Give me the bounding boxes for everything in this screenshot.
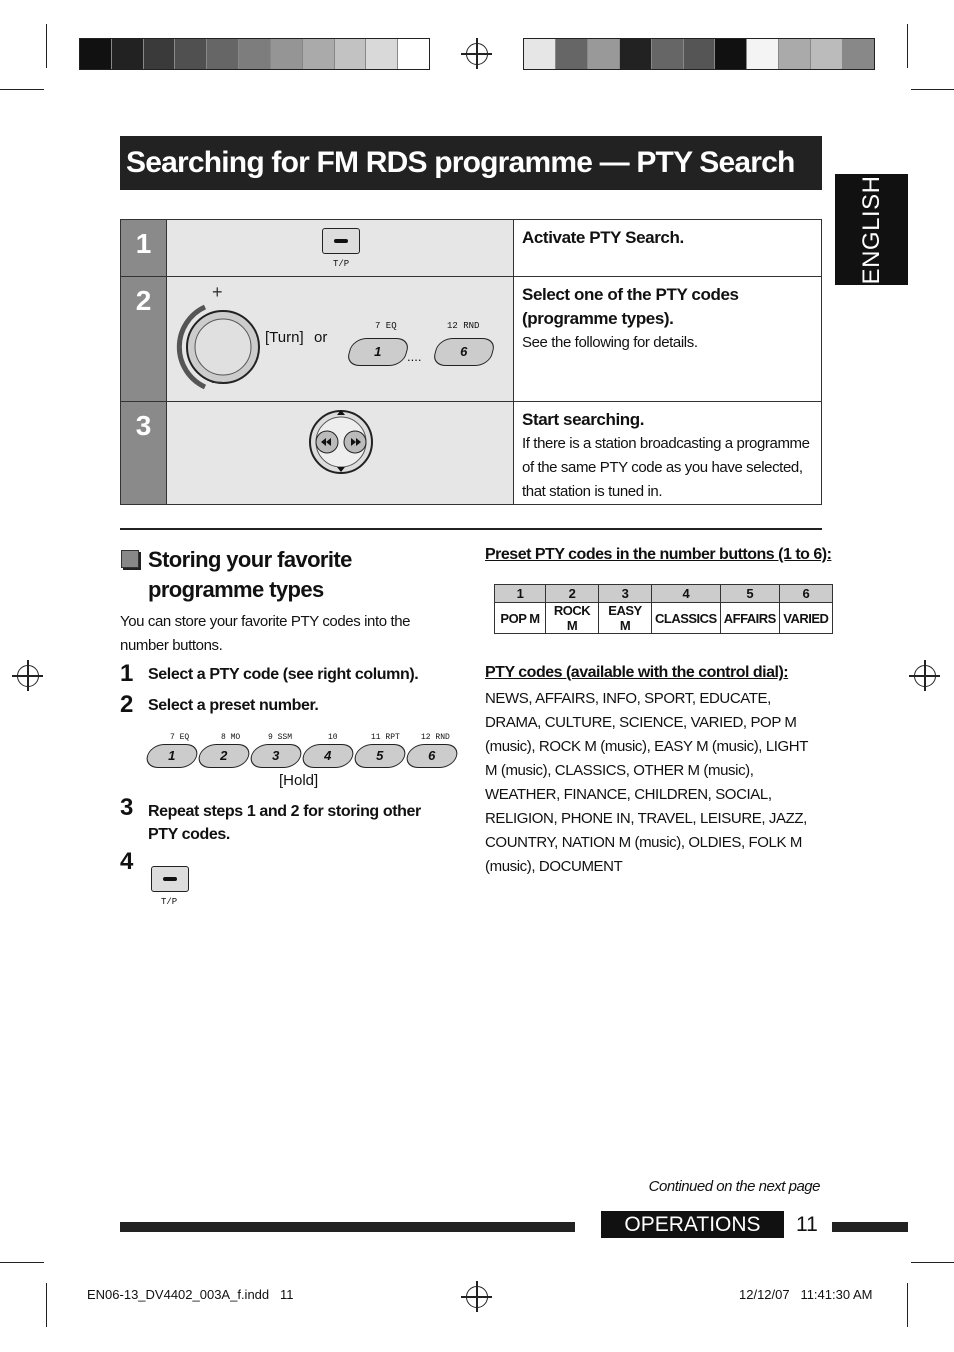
crop-mark xyxy=(0,89,44,90)
step-row-3 xyxy=(121,402,821,504)
footer-bar xyxy=(120,1222,575,1232)
storing-step-number: 2 xyxy=(120,691,134,718)
hold-label: [Hold] xyxy=(279,772,319,789)
registration-mark-icon xyxy=(466,43,488,65)
section-divider xyxy=(120,528,822,530)
table-cell: CLASSICS xyxy=(652,603,721,634)
language-tab-label: ENGLISH xyxy=(857,175,885,284)
step-text xyxy=(522,226,822,250)
number-button-6: 6 xyxy=(431,338,497,366)
storing-heading: Storing your favorite programme types xyxy=(148,547,352,602)
step-number: 1 xyxy=(121,220,166,276)
storing-step-text: Select a PTY code (see right column). xyxy=(148,666,419,683)
page-number: 11 xyxy=(796,1213,818,1236)
preset-heading: Preset PTY codes in the number buttons (1 to 6): xyxy=(485,546,832,563)
step-figure xyxy=(166,402,514,504)
step-figure xyxy=(166,277,514,401)
button-top-label: 10 xyxy=(328,733,338,742)
storing-step-text: Select a preset number. xyxy=(148,697,319,714)
table-cell: 3 xyxy=(599,585,652,603)
footer-bar xyxy=(832,1222,908,1232)
preset-number-row xyxy=(495,585,833,603)
table-cell: 4 xyxy=(652,585,721,603)
turn-label: [Turn] xyxy=(265,329,304,346)
crop-mark xyxy=(0,1262,44,1263)
pty-codes-heading: PTY codes (available with the control dial): xyxy=(485,664,789,681)
file-info: EN06-13_DV4402_003A_f.indd 11 xyxy=(87,1287,294,1302)
preset-button-2: 2 xyxy=(196,744,252,768)
table-cell: 6 xyxy=(779,585,832,603)
pty-codes-list: NEWS, AFFAIRS, INFO, SPORT, EDUCATE, DRAMA, CULTURE, SCIENCE, VARIED, POP M (music), ROCK M (music), EASY M (music), LIGHT M (music), CLASSICS, OTHER M (music), WEATHER, FINANCE, CHILDREN, SOCIAL, RELIGION, PHONE IN, TRAVEL, LEISURE, JAZZ, COUNTRY, NATION M (music), OLDIES, FOLK M (music), DOCUMENT xyxy=(485,690,808,875)
table-cell: ROCK M xyxy=(546,603,599,634)
step-figure xyxy=(166,220,514,276)
number-button-1: 1 xyxy=(345,338,411,366)
table-cell: 2 xyxy=(546,585,599,603)
step-heading: Start searching. xyxy=(522,410,645,429)
color-bar-left xyxy=(79,38,430,70)
continued-note: Continued on the next page xyxy=(648,1178,820,1195)
button-top-label: 12 RND xyxy=(447,321,480,331)
dial-plus: + xyxy=(212,282,223,302)
crop-mark xyxy=(907,24,908,68)
step-text xyxy=(522,408,822,504)
table-cell: 5 xyxy=(720,585,779,603)
step-body: See the following for details. xyxy=(522,334,698,351)
button-top-label: 9 SSM xyxy=(268,733,293,742)
tp-button-icon xyxy=(151,866,189,892)
steps-table xyxy=(120,219,822,505)
button-top-label: 7 EQ xyxy=(170,733,190,742)
crop-mark xyxy=(46,1283,47,1327)
section-label: OPERATIONS xyxy=(601,1211,784,1238)
preset-code-row xyxy=(495,603,833,634)
preset-button-1: 1 xyxy=(144,744,200,768)
preset-button-4: 4 xyxy=(300,744,356,768)
crop-mark xyxy=(911,1262,954,1263)
crop-mark xyxy=(46,24,47,68)
registration-mark-icon xyxy=(466,1286,488,1308)
button-top-label: 12 RND xyxy=(421,733,450,742)
date-info: 12/12/07 11:41:30 AM xyxy=(739,1287,873,1302)
section-square-icon xyxy=(121,550,139,568)
crop-mark xyxy=(911,89,954,90)
step-heading: Select one of the PTY codes (programme types). xyxy=(522,285,739,328)
dial-minus: – xyxy=(212,371,223,391)
table-cell: POP M xyxy=(495,603,546,634)
button-top-label: 7 EQ xyxy=(375,321,397,331)
table-cell: AFFAIRS xyxy=(720,603,779,634)
storing-step-number: 1 xyxy=(120,660,134,687)
preset-button-6: 6 xyxy=(404,744,460,768)
crop-mark xyxy=(907,1283,908,1327)
step-heading: Activate PTY Search. xyxy=(522,228,684,247)
registration-mark-icon xyxy=(17,665,39,687)
step-number: 3 xyxy=(121,402,166,504)
control-dial-icon xyxy=(175,287,270,397)
step-body: If there is a station broadcasting a programme of the same PTY code as you have selected, that station is tuned in. xyxy=(522,435,810,500)
table-cell: 1 xyxy=(495,585,546,603)
button-top-label: 11 RPT xyxy=(371,733,400,742)
button-top-label: 8 MO xyxy=(221,733,241,742)
registration-mark-icon xyxy=(914,665,936,687)
storing-step-number: 3 xyxy=(120,794,134,821)
preset-button-5: 5 xyxy=(352,744,408,768)
storing-step-number: 4 xyxy=(120,848,134,875)
tp-button-icon xyxy=(322,228,360,254)
language-tab xyxy=(835,174,908,285)
or-label: or xyxy=(314,329,328,346)
preset-button-3: 3 xyxy=(248,744,304,768)
preset-buttons xyxy=(145,732,460,802)
skip-control-icon xyxy=(307,409,375,475)
step-row-1 xyxy=(121,220,821,277)
storing-intro: You can store your favorite PTY codes into the number buttons. xyxy=(120,613,411,654)
step-text xyxy=(522,283,822,355)
color-bar-right xyxy=(523,38,875,70)
table-cell: EASY M xyxy=(599,603,652,634)
tp-label: T/P xyxy=(161,897,178,907)
table-cell: VARIED xyxy=(779,603,832,634)
tp-label: T/P xyxy=(333,259,350,269)
step-number: 2 xyxy=(121,277,166,401)
preset-table xyxy=(494,584,833,634)
storing-step-text: Repeat steps 1 and 2 for storing other PTY codes. xyxy=(148,803,421,843)
step-row-2 xyxy=(121,277,821,402)
dots-label: .... xyxy=(407,349,422,364)
page-title: Searching for FM RDS programme — PTY Search xyxy=(120,136,822,190)
